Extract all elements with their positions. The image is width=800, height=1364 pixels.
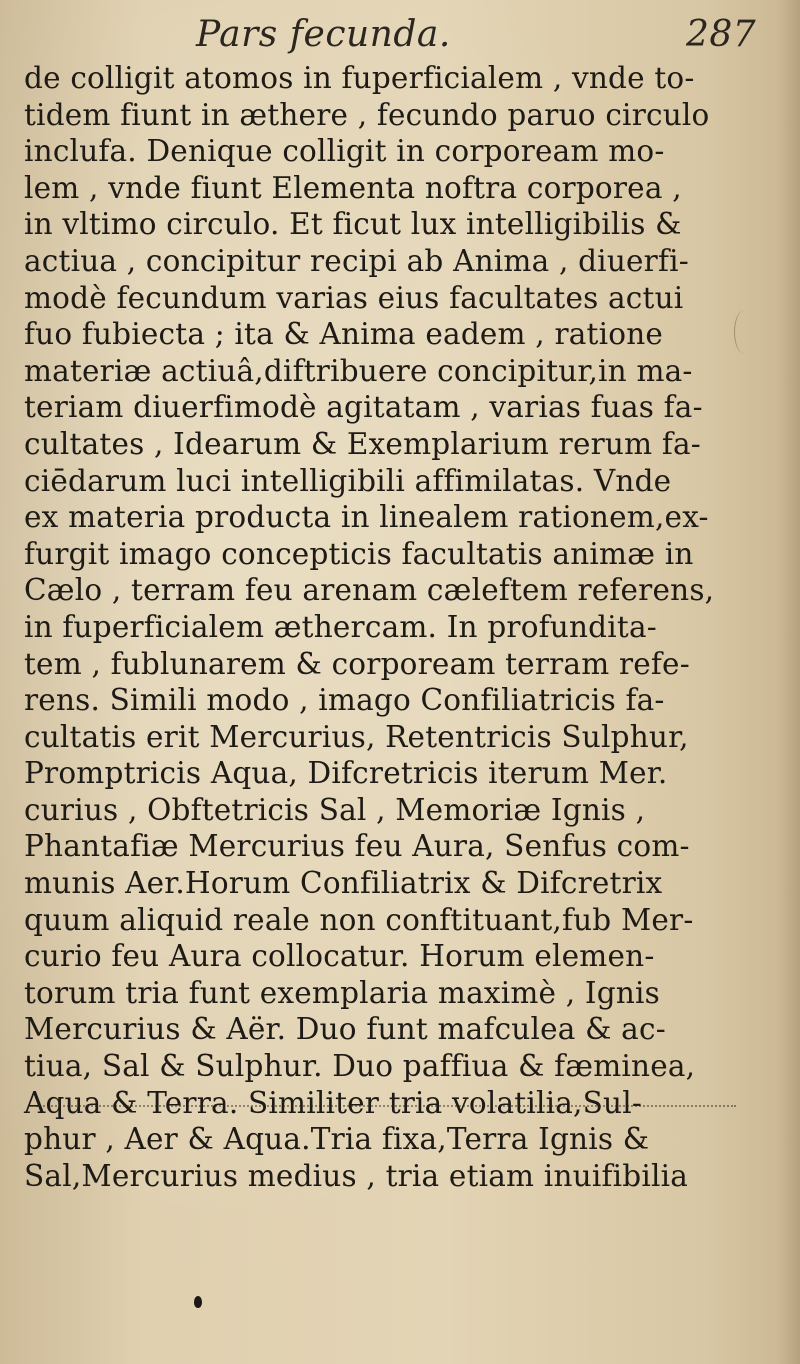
text-line: Aqua & Terra. Similiter tria volatilia,Sul- bbox=[24, 1085, 643, 1120]
bottom-rule bbox=[36, 1105, 736, 1107]
text-line: in fuperficialem æthercam. In profundita- bbox=[24, 609, 657, 644]
text-line: Promptricis Aqua, Difcretricis iterum Mer. bbox=[24, 756, 668, 791]
text-line: munis Aer.Horum Confiliatrix & Difcretrix bbox=[24, 866, 663, 901]
text-line: furgit imago concepticis facultatis animæ in bbox=[24, 536, 694, 571]
text-line: tidem fiunt in æthere , fecundo paruo circulo bbox=[24, 97, 710, 132]
ink-blot bbox=[194, 1296, 202, 1308]
text-line: de colligit atomos in fuperficialem , vnde to- bbox=[24, 61, 695, 95]
text-line: curius , Obftetricis Sal , Memoriæ Ignis , bbox=[24, 792, 646, 827]
page-number: 287 bbox=[686, 14, 757, 55]
text-line: Cælo , terram feu arenam cæleftem referens, bbox=[24, 573, 715, 608]
text-line: cultates , Idearum & Exemplarium rerum fa- bbox=[24, 426, 701, 461]
text-line: Mercurius & Aër. Duo funt mafculea & ac- bbox=[24, 1012, 666, 1047]
margin-mark bbox=[734, 310, 755, 354]
running-head-title: Pars fecunda. bbox=[196, 14, 451, 55]
text-line: Sal,Mercurius medius , tria etiam inuifibilia bbox=[24, 1158, 689, 1193]
running-head bbox=[196, 8, 796, 64]
text-line: phur , Aer & Aqua.Tria fixa,Terra Ignis & bbox=[24, 1122, 650, 1157]
text-line: quum aliquid reale non conftituant,fub Mer- bbox=[24, 902, 694, 937]
text-line: modè fecundum varias eius facultates actui bbox=[24, 280, 684, 315]
text-line: rens. Simili modo , imago Confiliatricis fa- bbox=[24, 683, 665, 718]
text-line: curio feu Aura collocatur. Horum elemen- bbox=[24, 939, 655, 974]
text-line: inclufa. Denique colligit in corpoream mo- bbox=[24, 134, 665, 169]
body-text bbox=[24, 60, 764, 1194]
text-line: tiua, Sal & Sulphur. Duo paffiua & fæminea, bbox=[24, 1049, 696, 1084]
text-line: in vltimo circulo. Et ficut lux intelligibilis & bbox=[24, 207, 682, 242]
text-line: ex materia producta in linealem rationem,ex- bbox=[24, 500, 709, 535]
text-line: torum tria funt exemplaria maximè , Ignis bbox=[24, 975, 661, 1010]
text-line: tem , fublunarem & corpoream terram refe- bbox=[24, 646, 690, 681]
text-line: fuo fubiecta ; ita & Anima eadem , ratione bbox=[24, 317, 664, 352]
text-line: ciēdarum luci intelligibili affimilatas. Vnde bbox=[24, 463, 672, 498]
text-line: teriam diuerfimodè agitatam , varias fuas fa- bbox=[24, 390, 703, 425]
text-line: lem , vnde fiunt Elementa noftra corporea , bbox=[24, 170, 682, 205]
text-line: cultatis erit Mercurius, Retentricis Sulphur, bbox=[24, 719, 689, 754]
text-line: materiæ actiuâ,diftribuere concipitur,in ma- bbox=[24, 353, 693, 388]
text-line: actiua , concipitur recipi ab Anima , diuerfi- bbox=[24, 243, 689, 278]
text-line: Phantafiæ Mercurius feu Aura, Senfus com- bbox=[24, 829, 690, 864]
